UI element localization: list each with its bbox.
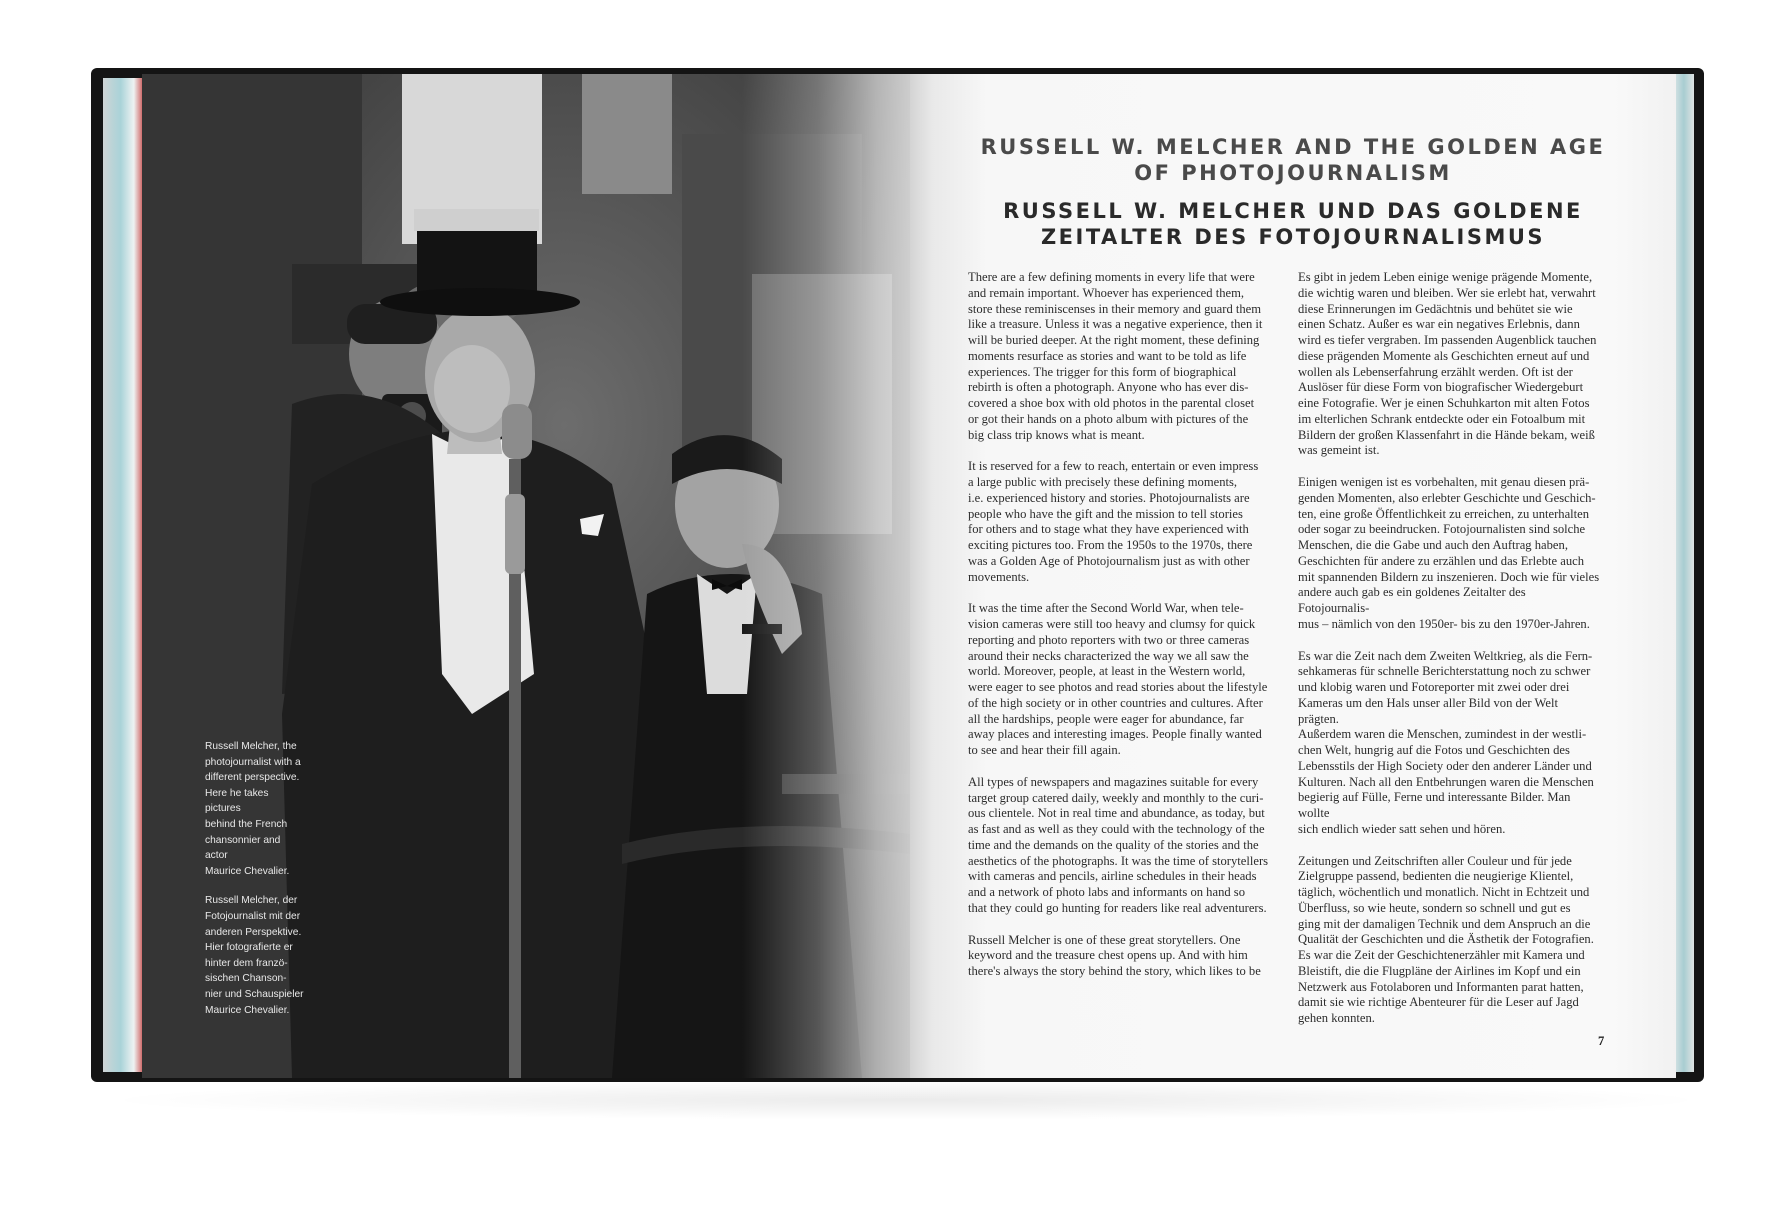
gutter-highlight [742, 74, 910, 1078]
left-page [142, 74, 910, 1078]
english-paragraph: Russell Melcher is one of these great storytellers. One keyword and the treasure chest opens up. And with him there's always the story behind the story, which likes to be [968, 932, 1261, 978]
heading-german [910, 198, 1676, 250]
heading-german-text: RUSSELL W. MELCHER UND DAS GOLDENE ZEITALTER DES FOTOJOURNALISMUS [1003, 199, 1583, 249]
left-page-edges [103, 78, 147, 1072]
caption-german: Russell Melcher, der Fotojournalist mit der anderen Perspektive. Hier fotografierte er hinter dem franzö- sischen Chanson- nier und Schauspieler Maurice Chevalier. [205, 895, 304, 1016]
german-paragraph: Zeitungen und Zeitschriften aller Couleur und für jede Zielgruppe passend, bedienten die neugierige Klientel, täglich, wöchentlich und monatlich. Nicht in Echtzeit und Überfluss, so wie heute, sondern so schnell und gut es ging mit der damaligen Technik und dem Anspruch an die Qualität der Geschichten und die Ästhetik der Fotografien. Es war die Zeit der Geschichtenerzähler mit Kamera und Bleistift, die die Flugpläne der Airlines im Kopf und ein Netzwerk aus Fotolaboren und Informanten parat hatten, damit sie wie richtige Abenteurer für die Leser auf Jagd gehen konnten. [1298, 853, 1594, 1025]
photo-caption [205, 739, 305, 1032]
book-shadow [96, 1080, 1716, 1120]
heading-english-text: RUSSELL W. MELCHER AND THE GOLDEN AGE OF PHOTOJOURNALISM [980, 135, 1606, 185]
right-page [910, 74, 1676, 1078]
english-paragraph: There are a few defining moments in every life that were and remain important. Whoever has experienced them, store these reminiscenses in their memory and guard them like a treasure. Unless it was a negative experience, then it will be buried deeper. At the right moment, these defining moments resurface as stories and want to be told as life experiences. The trigger for this form of biographical rebirth is often a photograph. Anyone who has ever dis- covered a shoe box with old photos in the parental closet or got their hands on a photo album with pictures of the big class trip knows what is meant. [968, 270, 1263, 442]
english-paragraph: It is reserved for a few to reach, entertain or even impress a large public with precisely these defining moments, i.e. experienced history and stories. Photojournalists are people who have the gift and the mission to tell stories for others and to stage what they have experienced with exciting pictures too. From the 1950s to the 1970s, there was a Golden Age of Photojournalism just as with other movements. [968, 459, 1259, 584]
english-paragraph: It was the time after the Second World War, when tele- vision cameras were still too heavy and clumsy for quick reporting and photo reporters with two or three cameras around their necks characterized the way we all saw the world. Moreover, people, at least in the Western world, were eager to see photos and read stories about the lifestyle of the high society or in other countries and cultures. After all the hardships, people were eager for abundance, far away places and interesting images. People finally wanted to see and hear their fill again. [968, 601, 1268, 757]
english-paragraph: All types of newspapers and magazines suitable for every target group catered daily, weekly and monthly to the curi- ous clientele. Not in real time and abundance, as today, but as fast and as well as they could with the technology of the time and the demands on the quality of the stories and the aesthetics of the photographs. It was the time of storytellers with cameras and pencils, airline schedules in their heads and a network of photo labs and informants on hand so that they could go hunting for readers like real adventurers. [968, 774, 1269, 915]
heading-english [910, 134, 1676, 186]
german-paragraph: Es war die Zeit nach dem Zweiten Weltkrieg, als die Fern- sehkameras für schnelle Berichterstattung noch zu schwer und klobig waren und Fotoreporter mit zwei oder drei Kameras um den Hals unser aller Bild von der Welt prägten. Außerdem waren die Menschen, zumindest in der westli- chen Welt, hungrig auf die Fotos und Geschichten des Lebensstils der High Society oder den anderer Länder und Kulturen. Nach all den Entbehrungen waren die Menschen begierig auf Fülle, Ferne und interessante Bilder. Man wollte sich endlich wieder satt sehen und hören. [1298, 648, 1594, 836]
caption-english: Russell Melcher, the photojournalist with a different perspective. Here he takes pictures behind the French chansonnier and actor Maurice Chevalier. [205, 741, 301, 877]
german-paragraph: Einigen wenigen ist es vorbehalten, mit genau diesen prä- genden Momenten, also erlebter Geschichte und Geschich- ten, eine große Öffentlichkeit zu erreichen, zu unterhalten oder sogar zu beeindrucken. Fotojournalisten sind solche Menschen, die die Gabe und auch den Auftrag haben, Geschichten für andere zu erzählen und das Erlebte auch mit spannenden Bildern zu inszenieren. Doch wie für vieles andere auch gab es ein goldenes Zeitalter des Fotojournalis- mus – nämlich von den 1950er- bis zu den 1970er-Jahren. [1298, 475, 1600, 631]
german-column [1298, 270, 1600, 1043]
german-paragraph: Es gibt in jedem Leben einige wenige prägende Momente, die wichtig waren und bleiben. Wer sie erlebt hat, verwahrt diese Erinnerungen im Gedächtnis und behütet sie wie einen Schatz. Außer es war ein negatives Erlebnis, dann wird es tiefer vergraben. Im passenden Augenblick tauchen diese prägenden Momente als Geschichten erneut auf und wollen als Lebenserfahrung erzählt werden. Oft ist der Auslöser für diese Form von biografischer Wiedergeburt eine Fotografie. Wer je einen Schuhkarton mit alten Fotos im elterlichen Schrank entdeckte oder ein Fotoalbum mit Bildern der großen Klassenfahrt in die Hände bekam, weiß was gemeint ist. [1298, 270, 1597, 458]
page-number: 7 [1598, 1034, 1605, 1048]
english-column [968, 270, 1270, 996]
